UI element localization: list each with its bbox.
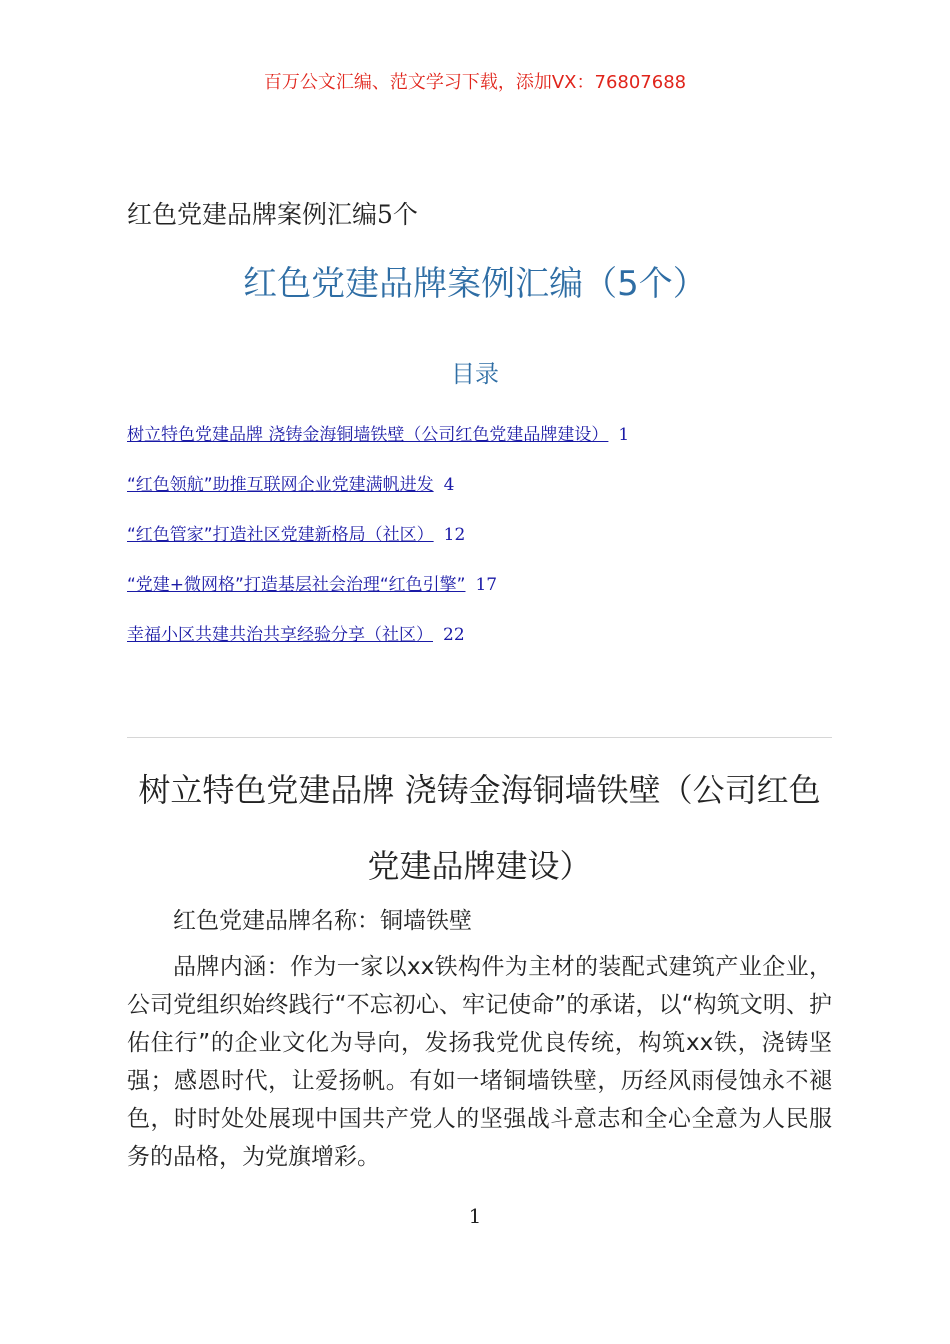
section-body — [127, 902, 832, 1184]
toc-item — [127, 473, 827, 523]
toc-heading: 目录 — [451, 360, 499, 388]
document-label: 红色党建品牌案例汇编5个 — [127, 200, 418, 229]
toc-page-number: 12 — [443, 525, 466, 545]
section-divider — [127, 737, 832, 738]
header-banner: 百万公文汇编、范文学习下载，添加VX：76807688 — [263, 72, 687, 93]
toc-item — [127, 573, 827, 623]
brand-name-paragraph: 红色党建品牌名称：铜墙铁壁 — [173, 908, 472, 934]
toc-page-number: 1 — [618, 425, 630, 445]
toc-item — [127, 423, 827, 473]
page-number: 1 — [468, 1204, 482, 1228]
toc-link[interactable]: 幸福小区共建共治共享经验分享（社区） — [127, 625, 433, 645]
toc-page-number: 22 — [443, 625, 465, 645]
toc-item — [127, 623, 827, 673]
toc-link[interactable]: “红色领航”助推互联网企业党建满帆进发 — [127, 475, 434, 495]
toc-page-number: 17 — [475, 575, 498, 595]
toc-item — [127, 523, 827, 573]
table-of-contents — [127, 423, 827, 673]
main-title: 红色党建品牌案例汇编（5个） — [243, 264, 707, 304]
toc-page-number: 4 — [443, 475, 455, 495]
toc-link[interactable]: “党建+微网格”打造基层社会治理“红色引擎” — [127, 575, 466, 595]
toc-link[interactable]: “红色管家”打造社区党建新格局（社区） — [127, 525, 434, 545]
toc-link[interactable]: 树立特色党建品牌 浇铸金海铜墙铁壁（公司红色党建品牌建设） — [127, 425, 609, 445]
brand-meaning-paragraph: 品牌内涵：作为一家以xx铁构件为主材的装配式建筑产业企业，公司党组织始终践行“不忘初心、牢记使命”的承诺，以“构筑文明、护佑住行”的企业文化为导向，发扬我党优良传统，构筑xx铁，浇铸坚强；感恩时代，让爱扬帆。有如一堵铜墙铁壁，历经风雨侵蚀永不褪色，时时处处展现中国共产党人的坚强战斗意志和全心全意为人民服务的品格，为党旗增彩。 — [127, 954, 832, 1170]
section-title: 树立特色党建品牌 浇铸金海铜墙铁壁（公司红色党建品牌建设） — [138, 771, 821, 885]
